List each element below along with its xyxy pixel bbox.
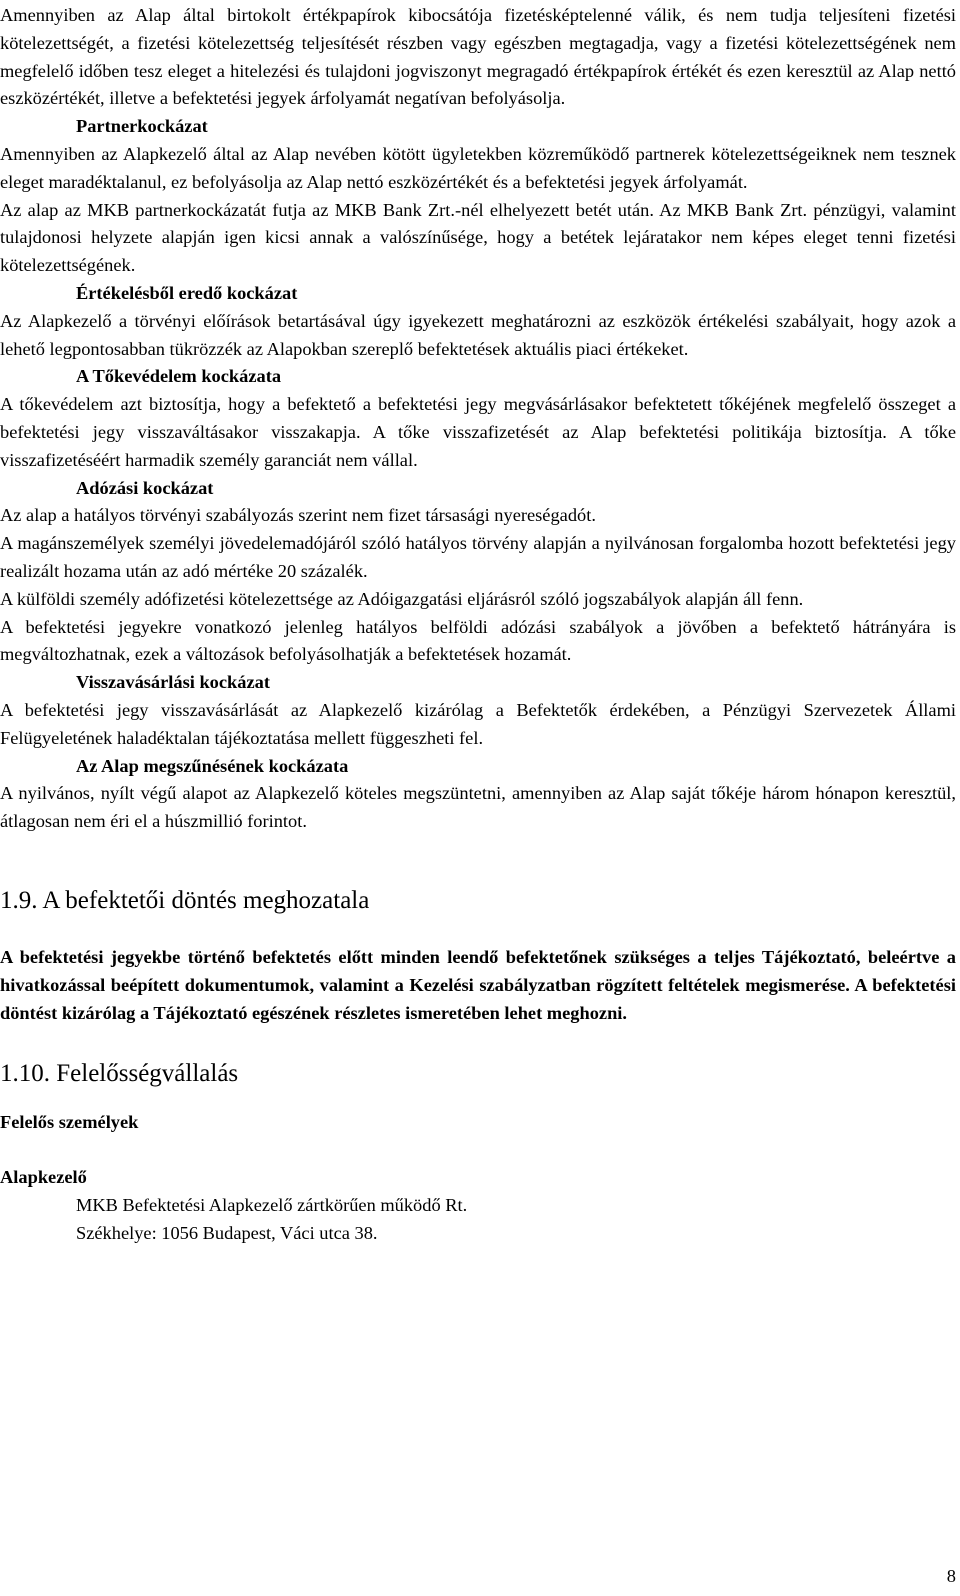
capital-protection-risk-paragraph: A tőkevédelem azt biztosítja, hogy a befektető a befektetési jegy megvásárlásakor befektetett tőkéjének megfelelő összeget a befektetési jegy visszaváltásakor visszakapja. A tőke visszafizetését az Alap befektetési politikája biztosítja. A tőke visszafizetéséért harmadik személy garanciát nem vállal.	[0, 394, 956, 470]
spacer	[0, 1137, 956, 1164]
termination-risk-paragraph: A nyilvános, nyílt végű alapot az Alapkezelő köteles megszüntetni, amennyiben az Alap saját tőkéje három hónapon keresztül, átlagosan nem éri el a húszmillió forintot.	[0, 783, 956, 832]
tax-risk-paragraph-2: A magánszemélyek személyi jövedelemadójáról szóló hatályos törvény alapján a nyilvánosan forgalomba hozott befektetési jegy realizált hozama után az adó mértéke 20 százalék.	[0, 533, 956, 581]
tax-risk-heading: Adózási kockázat	[76, 477, 214, 498]
tax-risk-paragraph-1: Az alap a hatályos törvényi szabályozás szerint nem fizet társasági nyereségadót.	[0, 505, 596, 526]
capital-protection-risk-heading: A Tőkevédelem kockázata	[76, 366, 282, 387]
fund-manager-heading: Alapkezelő	[0, 1167, 87, 1188]
issuer-risk-paragraph: Amennyiben az Alap által birtokolt értékpapírok kibocsátója fizetésképtelenné válik, és nem tudja teljesíteni fizetési kötelezettségét, a fizetési kötelezettség teljesítését részben vagy egészben megtagadja, vagy a fizetési kötelezettségének nem megfelelő időben tesz eleget a hitelezési és tulajdoni jogviszonyt megragadó értékpapírok értékét és ezen keresztül az Alap nettó eszközértékét, illetve a befektetési jegyek árfolyamát negatívan befolyásolja.	[0, 5, 956, 109]
section-1-10-title: 1.10. Felelősségvállalás	[0, 1060, 239, 1088]
buyback-risk-heading: Visszavásárlási kockázat	[76, 672, 270, 693]
buyback-risk-paragraph: A befektetési jegy visszavásárlását az Alapkezelő kizárólag a Befektetők érdekében, a Pénzügyi Szervezetek Állami Felügyeletének haladéktalan tájékoztatása mellett függeszheti fel.	[0, 699, 956, 748]
partner-risk-heading: Partnerkockázat	[76, 116, 208, 137]
page-number: 8	[946, 1566, 956, 1586]
fund-manager-name: MKB Befektetési Alapkezelő zártkörűen működő Rt.	[76, 1194, 468, 1215]
valuation-risk-paragraph: Az Alapkezelő a törvényi előírások betartásával úgy igyekezett meghatározni az eszközök értékelési szabályait, hogy azok a lehető legpontosabban tükrözzék az Alapokban szereplő befektetések aktuális piaci értékeket.	[0, 310, 956, 359]
tax-risk-paragraph-4: A befektetési jegyekre vonatkozó jelenleg hatályos belföldi adózási szabályok a jövőben a befektető hátrányára is megváltozhatnak, ezek a változások befolyásolhatják a befektetések hozamát.	[0, 616, 956, 665]
section-1-9-title: 1.9. A befektetői döntés meghozatala	[0, 886, 370, 914]
document-body	[0, 2, 956, 1247]
responsible-persons-heading: Felelős személyek	[0, 1112, 139, 1133]
fund-manager-address: Székhelye: 1056 Budapest, Váci utca 38.	[76, 1222, 378, 1243]
termination-risk-heading: Az Alap megszűnésének kockázata	[76, 755, 349, 776]
tax-risk-paragraph-3: A külföldi személy adófizetési kötelezettsége az Adóigazgatási eljárásról szóló jogszabályok alapján áll fenn.	[0, 588, 804, 609]
partner-risk-paragraph-2: Az alap az MKB partnerkockázatát futja az MKB Bank Zrt.-nél elhelyezett betét után. Az MKB Bank Zrt. pénzügyi, valamint tulajdonosi helyzete alapján igen kicsi annak a valószínűsége, hogy a betétek lejáratakor nem képes eleget tenni fizetési kötelezettségének.	[0, 199, 956, 276]
section-1-9-paragraph: A befektetési jegyekbe történő befektetés előtt minden leendő befektetőnek szükséges a teljes Tájékoztató, beleértve a hivatkozással beépített dokumentumok, valamint a Kezelési szabályzatban rögzített feltételek megismerése. A befektetési döntést kizárólag a Tájékoztató egészének részletes ismeretében lehet meghozni.	[0, 946, 956, 1023]
partner-risk-paragraph-1: Amennyiben az Alapkezelő által az Alap nevében kötött ügyletekben közreműködő partnerek kötelezettségeiknek nem tesznek eleget maradéktalanul, ez befolyásolja az Alap nettó eszközértékét és a befektetési jegyek árfolyamát.	[0, 143, 956, 192]
valuation-risk-heading: Értékelésből eredő kockázat	[76, 282, 298, 303]
